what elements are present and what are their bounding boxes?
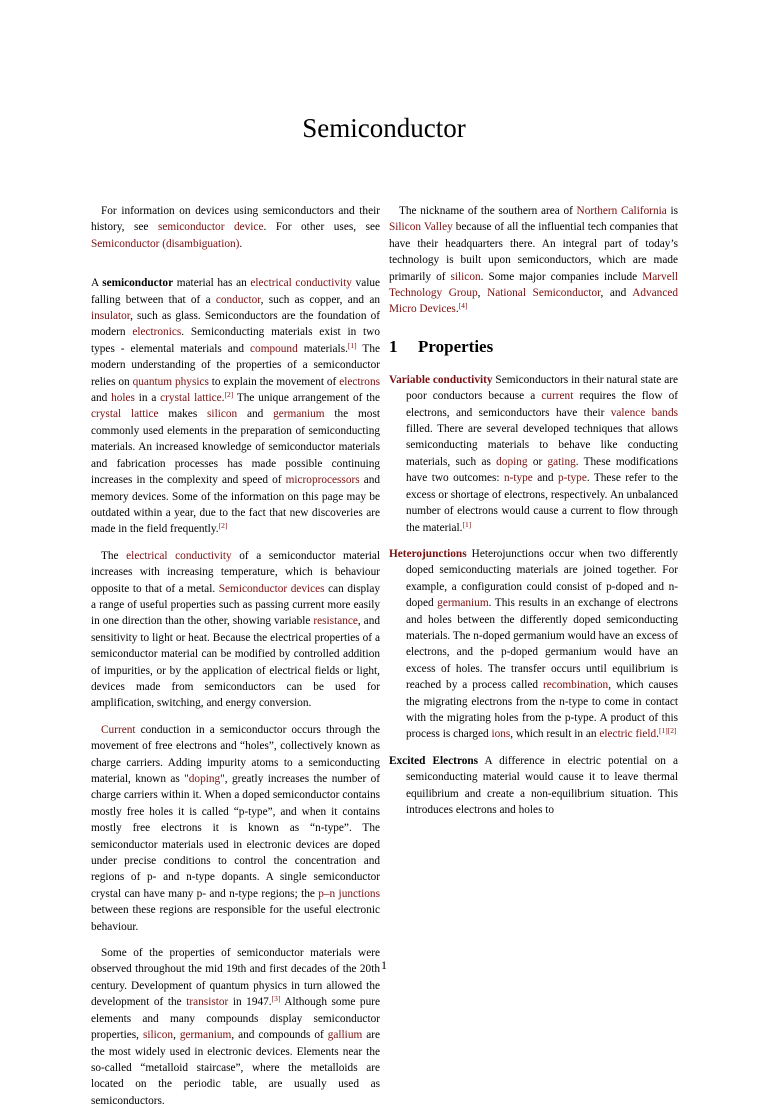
text: Semiconductors in their natural state are poor conductors because a	[406, 373, 678, 403]
link-holes[interactable]: holes	[111, 392, 135, 405]
section-number: 1	[389, 336, 398, 356]
link-silicon-valley[interactable]: Silicon Valley	[389, 221, 453, 234]
link-pn-junctions[interactable]: p–n junctions	[318, 887, 380, 900]
link-gating[interactable]: gating	[547, 455, 576, 468]
hatnote	[91, 203, 380, 252]
definition-excited-electrons	[389, 753, 678, 819]
link-northern-california[interactable]: Northern California	[576, 205, 667, 217]
reference-3[interactable]: [3]	[271, 994, 281, 1004]
text: , such as copper, and an	[260, 293, 380, 306]
text: the most commonly used elements in the preparation of semiconducting materials. An increased knowledge of semiconductor materials and fabrication processes has made possible continuing increases in the complexity and speed of	[91, 408, 380, 487]
link-silicon[interactable]: silicon	[142, 1029, 174, 1042]
text: Although some pure elements and many compounds display semiconductor properties,	[91, 996, 380, 1042]
link-germanium[interactable]: germanium	[437, 597, 489, 610]
reference-1[interactable]: [1]	[658, 726, 668, 736]
text: in 1947.	[228, 996, 272, 1009]
text: value falling between that of a	[91, 277, 381, 306]
text: The nickname of the southern area of	[399, 205, 577, 217]
text: , and sensitivity to light or heat. Because the electrical properties of a semiconductor material can be modified by controlled addition of impurities, or by the application of electrical fields or light, devices made from semiconductors can be used for amplification, switching, and energy conversion.	[91, 615, 380, 710]
text: , which result in an	[510, 728, 600, 741]
text: of a semiconductor material increases with increasing temperature, which is behaviour opposite to that of a metal.	[91, 549, 380, 595]
left-column	[91, 203, 380, 1119]
link-electrical-conductivity[interactable]: electrical conductivity	[126, 549, 232, 562]
link-crystal-lattice[interactable]: crystal lattice	[91, 408, 159, 421]
link-current[interactable]: Current	[101, 723, 136, 736]
link-semiconductor-devices[interactable]: Semiconductor devices	[218, 582, 325, 595]
text: material has an	[173, 277, 251, 290]
link-microprocessors[interactable]: microprocessors	[285, 474, 360, 487]
reference-1[interactable]: [1]	[347, 340, 357, 350]
link-electric-field[interactable]: electric field	[599, 728, 657, 741]
text: The unique arrangement of the	[233, 392, 380, 405]
link-disambiguation[interactable]: Semiconductor (disambiguation)	[91, 237, 240, 250]
text: .	[455, 303, 459, 316]
text: Heterojunctions occur when two differently doped semiconducting materials are joined together. For example, a configuration could consist of p-doped and n-doped	[406, 547, 678, 610]
text: requires the flow of electrons, and semiconductors have their	[406, 390, 678, 419]
link-semiconductor-device[interactable]: semiconductor device	[157, 221, 264, 234]
definition-variable-conductivity	[389, 372, 678, 536]
link-insulator[interactable]: insulator	[91, 310, 131, 323]
link-conductor[interactable]: conductor	[215, 293, 261, 306]
term-heterojunctions[interactable]: Heterojunctions	[389, 547, 467, 560]
text: in a	[134, 392, 161, 405]
text: .	[656, 728, 659, 741]
text: . For other uses, see	[263, 221, 381, 234]
text: because of all the influential tech companies that have their headquarters there. An integral part of today’s technology is built upon semiconductors, which are made primarily of	[389, 221, 678, 283]
bold-term: semiconductor	[102, 277, 174, 290]
term-excited-electrons: Excited Electrons	[389, 754, 479, 767]
link-crystal-lattice[interactable]: crystal lattice	[160, 392, 222, 405]
text: .	[221, 392, 225, 405]
text: makes	[158, 408, 208, 421]
text: , such as glass. Semiconductors are the foundation of modern	[91, 310, 380, 339]
reference-2[interactable]: [2]	[224, 390, 234, 400]
text: filled. There are several developed techniques that allows semiconducting materials to behave like conducting materials, such as	[406, 423, 678, 468]
text: can display a range of useful properties such as passing current more easily in one direction than the other, showing variable	[91, 582, 381, 628]
reference-1[interactable]: [1]	[462, 519, 472, 529]
link-germanium[interactable]: germanium	[273, 408, 325, 421]
link-amd[interactable]: Advanced Micro Devices	[389, 287, 678, 316]
text: Some of the properties of semiconductor materials were observed throughout the mid 19th and first decades of the 20th century. Development of quantum physics in turn allowed the development of the	[91, 947, 380, 1009]
text: between these regions are responsible for the useful electronic behaviour.	[91, 904, 380, 933]
text: A	[91, 277, 103, 290]
text: A difference in electric potential on a semiconducting material would cause it to leave thermal equilibrium and create a non-equilibrium situation. This introduces electrons and holes to	[406, 754, 678, 816]
section-title: Properties	[418, 336, 494, 356]
text: ,	[477, 287, 488, 300]
link-national-semiconductor[interactable]: National Semiconductor	[487, 287, 601, 300]
link-current[interactable]: current	[541, 390, 574, 403]
text: The modern understanding of the properties of a semiconductor relies on	[91, 342, 380, 388]
text: and	[532, 472, 558, 485]
text: conduction in a semiconductor occurs through the movement of free electrons and “holes”, collectively known as charge carriers. Adding impurity atoms to a semiconducting material, known as "	[91, 723, 380, 785]
text: or	[527, 455, 548, 468]
link-electronics[interactable]: electronics	[132, 326, 182, 339]
text: ,	[173, 1029, 180, 1042]
page-title: Semiconductor	[302, 113, 466, 143]
link-germanium[interactable]: germanium	[179, 1029, 232, 1042]
text: to explain the movement of	[208, 375, 340, 388]
link-silicon[interactable]: silicon	[450, 270, 481, 283]
text: For information on devices using semiconductors and their history, see	[91, 205, 380, 234]
text: and memory devices. Some of the information on this page may be outdated within a year, due to the fact that new discoveries are made in the field frequently.	[91, 474, 380, 536]
link-electrical-conductivity[interactable]: electrical conductivity	[250, 277, 352, 290]
link-silicon[interactable]: silicon	[207, 408, 238, 421]
text: materials.	[297, 342, 348, 355]
link-n-type[interactable]: n-type	[503, 472, 533, 485]
text: , which causes the migrating electrons from the n-type to come in contact with the migrating holes from the p-type. A product of this process is charged	[406, 679, 678, 741]
reference-2[interactable]: [2]	[667, 726, 677, 736]
link-ions[interactable]: ions	[491, 728, 511, 741]
text: and	[237, 408, 274, 421]
link-transistor[interactable]: transistor	[186, 996, 229, 1009]
right-column	[389, 203, 678, 828]
term-variable-conductivity[interactable]: Variable conductivity	[389, 373, 493, 386]
text: . Some major companies include	[480, 270, 643, 283]
current-paragraph	[91, 722, 380, 935]
silicon-valley-paragraph	[389, 203, 678, 318]
link-compound[interactable]: compound	[250, 342, 298, 355]
link-p-type[interactable]: p-type	[557, 472, 587, 485]
reference-4[interactable]: [4]	[458, 301, 468, 311]
text: ", greatly increases the number of charge carriers within it. When a doped semiconductor contains mostly free holes it is called “p-type”, and when it contains mostly free electrons it is known as “n-type”. The semiconductor materials used in electronic devices are doped under precise conditions to control the concentration and regions of p- and n-type dopants. A single semiconductor crystal can have many p- and n-type regions; the	[91, 773, 380, 900]
section-heading	[389, 336, 678, 358]
text: .	[239, 237, 243, 250]
link-electrons[interactable]: electrons	[339, 375, 380, 388]
definition-heterojunctions	[389, 546, 678, 743]
text: . These refer to the excess or shortage of electrons, respectively. An unbalanced number of electrons would cause a current to flow through the material.	[406, 472, 678, 534]
page-number: 1	[381, 958, 387, 972]
link-doping[interactable]: doping	[496, 455, 528, 468]
reference-2[interactable]: [2]	[218, 521, 228, 531]
text: . These modifications have two outcomes:	[406, 455, 678, 485]
text: . Semiconducting materials exist in two types - elemental materials and	[91, 326, 380, 355]
link-recombination[interactable]: recombination	[542, 679, 609, 692]
text: , and	[600, 287, 633, 300]
intro-paragraph	[91, 275, 380, 538]
link-doping[interactable]: doping	[188, 773, 221, 785]
text: and	[91, 392, 112, 405]
link-valence-bands[interactable]: valence bands	[610, 406, 678, 419]
text: The	[101, 549, 127, 562]
text: is	[666, 205, 679, 217]
text: are the most widely used in electronic devices. Elements near the so-called “metalloid staircase”, where the metalloids are located on the periodic table, are usually used as semiconductors.	[91, 1029, 380, 1107]
text: . This results in an exchange of electrons and holes between the differently doped semiconducting materials. The n-doped germanium would have an excess of electrons, and the p-doped germanium would have an excess of holes. The transfer occurs until equilibrium is reached by a process called	[406, 597, 678, 692]
text: , and compounds of	[231, 1029, 328, 1042]
link-quantum-physics[interactable]: quantum physics	[132, 375, 209, 388]
link-gallium[interactable]: gallium	[327, 1029, 363, 1042]
link-marvell[interactable]: Marvell Technology Group	[389, 270, 678, 300]
conductivity-paragraph	[91, 548, 380, 712]
link-resistance[interactable]: resistance	[313, 615, 358, 628]
